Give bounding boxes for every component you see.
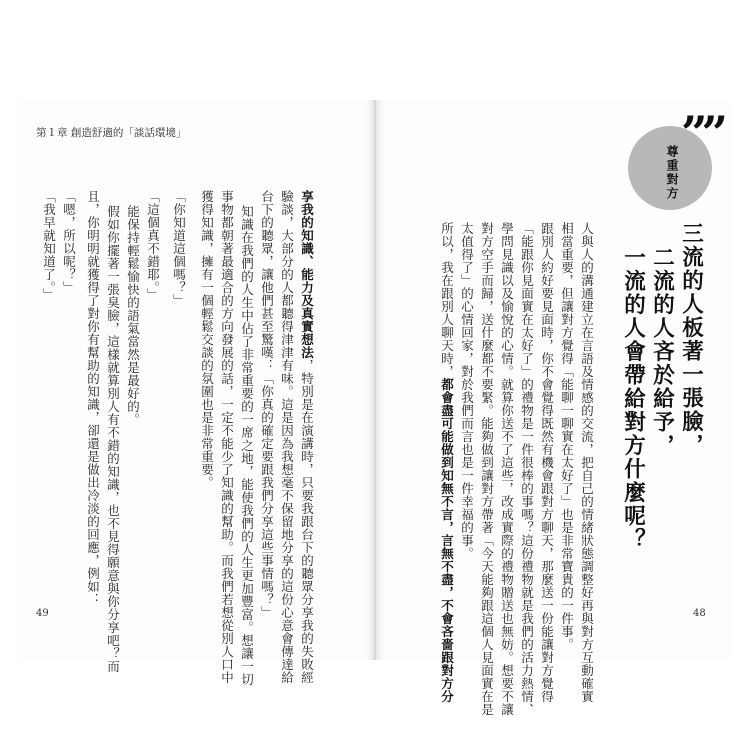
- body-line: 假如你擺著一張臭臉，這樣就算別人有不錯的知識，也不見得願意與你分享吧？而: [105, 205, 121, 673]
- body-line-with-emphasis: [300, 190, 313, 684]
- running-header: 第１章 創造舒適的「談話環境」: [36, 127, 187, 139]
- body-line-with-emphasis: [440, 222, 453, 703]
- page-number-left: 49: [36, 608, 49, 619]
- body-line: 對方空手而歸，送什麼都不要緊。能夠做到讓對方帶著「今天能夠跟這個人見面實在是: [479, 222, 495, 716]
- body-line: 事物都朝著最適合的方向發展的話，一定不能少了知識的幫助。而我們若想從別人口中: [219, 190, 235, 684]
- body-line-text: 所以，我在跟別人聊天時，: [439, 222, 455, 378]
- body-line: 「能跟你見面實在太好了」的禮物是一件很棒的事嗎？這份禮物就是我們的活力熱情、: [519, 222, 535, 716]
- body-line: 跟別人約好要見面時，你不會覺得既然有機會跟對方聊天，那麼送一份能讓對方覺得: [539, 222, 555, 703]
- body-line: 人與人的溝通建立在言語及情感的交流，把自己的情緒狀態調整好再與對方互動確實: [579, 222, 595, 703]
- body-line: 「你知道這個嗎？」: [171, 190, 187, 307]
- left-page: [18, 100, 374, 660]
- body-line: 驗談，大部分的人都聽得津津有味。這是因為我想毫不保留地分享的這份心意會傳達給: [279, 190, 295, 684]
- body-line: 「嗯，所以呢？」: [61, 190, 77, 294]
- body-line: 獲得知識，擁有一個輕鬆交談的氛圍也是非常重要。: [199, 190, 215, 489]
- body-line: 台下的聽眾，讓他們甚至驚嘆：「你真的確定要跟我們分享這些事情嗎？」: [259, 190, 275, 619]
- emphasis-text: 享我的知識、能力及真實想法: [299, 190, 315, 359]
- body-line: 且，你明明就獲得了對你有幫助的知識，卻還是做出冷淡的回應，例如：: [85, 190, 101, 606]
- page-number-right: 48: [693, 608, 706, 619]
- title-line-1: 三流的人板著一張臉，: [678, 222, 704, 457]
- body-line: 「這個真不錯耶。」: [145, 190, 161, 301]
- emphasis-text: 都會盡可能做到知無不言，言無不盡，不會吝嗇跟對方分: [439, 378, 455, 703]
- page-gutter: [374, 100, 376, 660]
- body-line: 「我早就知道了。」: [41, 190, 57, 301]
- section-badge-label: 尊重對方: [665, 145, 679, 201]
- body-line: 知識在我們的人生中佔了非常重要的一席之地，能使我們的人生更加豐富。想讓一切: [239, 205, 255, 686]
- body-line-text: ，特別是在演講時，只要我跟台下的聽眾分享我的失敗經: [299, 359, 315, 684]
- title-line-2: 二流的人吝於給予，: [649, 246, 675, 458]
- title-line-3: 一流的人會帶給對方什麼呢？: [620, 246, 646, 552]
- body-line: 學問見識以及愉悅的心情。就算你送不了這些，改成實際的禮物贈送也無妨。想要不讓: [499, 222, 515, 716]
- body-line: 相當重要，但讓對方覺得「能聊一聊實在太好了」也是非常寶貴的一件事。: [559, 222, 575, 651]
- body-line: 能保持輕鬆愉快的語氣當然是最好的。: [125, 205, 141, 426]
- quote-icon: ””: [681, 106, 722, 160]
- body-line: 太值得了」的心情回家，對於我們而言也是一件幸福的事。: [459, 222, 475, 560]
